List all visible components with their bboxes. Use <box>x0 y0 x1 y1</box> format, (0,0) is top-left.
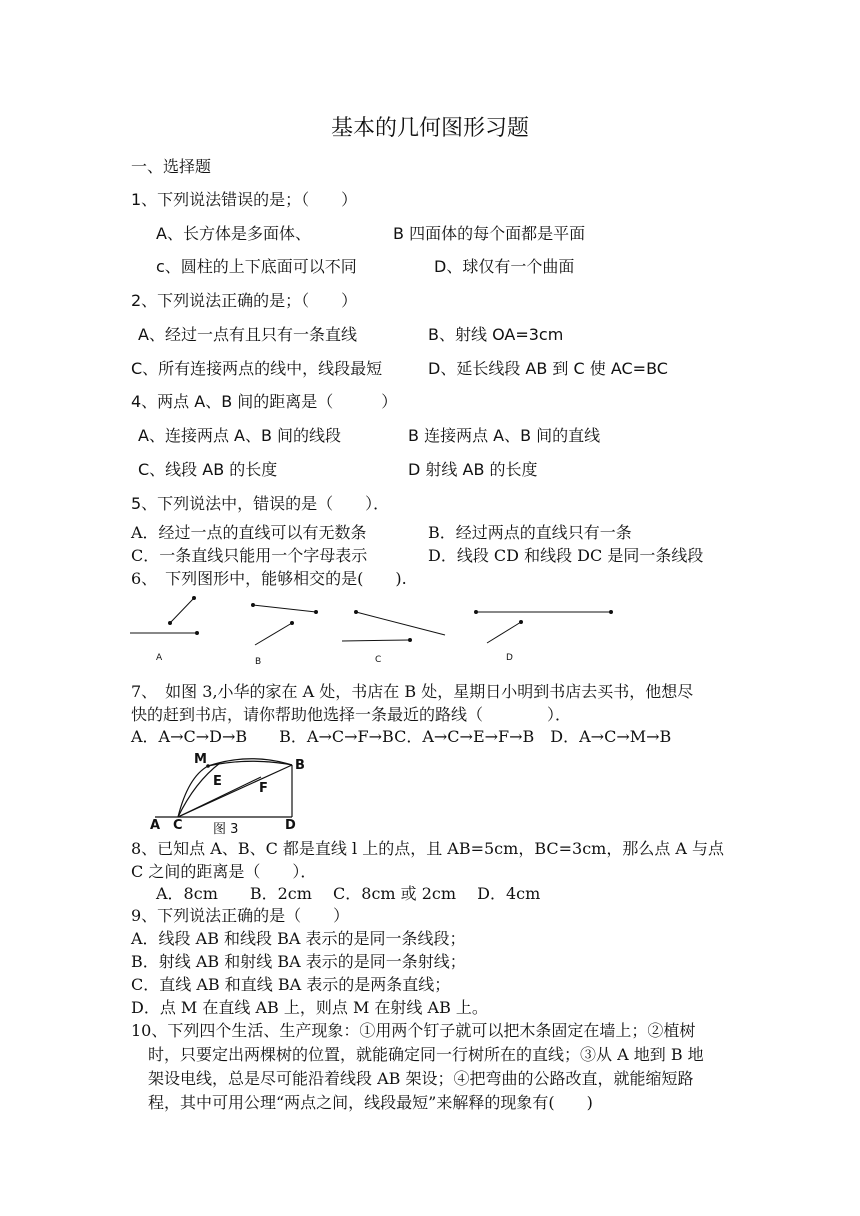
fig3-label-m: M <box>194 752 207 767</box>
q4-option-b: B 连接两点 A、B 间的直线 <box>408 426 601 445</box>
q6-label-d: D <box>506 653 513 663</box>
q2-option-b: B、射线 OA=3cm <box>428 325 564 344</box>
fig3-label-a: A <box>150 818 161 833</box>
q1-option-d: D、球仅有一个曲面 <box>434 257 575 276</box>
q8-line-2: C 之间的距离是（ ）． <box>131 862 317 881</box>
q6-stem: 6、 下列图形中，能够相交的是( ). <box>131 569 407 588</box>
q4-option-a: A、连接两点 A、B 间的线段 <box>138 426 342 445</box>
fig3-label-c: C <box>173 818 183 833</box>
q9-option-c: C．直线 AB 和直线 BA 表示的是两条直线； <box>131 975 451 994</box>
q7-line-2: 快的赶到书店，请你帮助他选择一条最近的路线（ ）． <box>131 705 572 724</box>
q7-options: A．A→C→D→B B．A→C→F→BC．A→C→E→F→B D．A→C→M→B <box>131 727 672 746</box>
q1-option-c: c、圆柱的上下底面可以不同 <box>156 257 357 276</box>
q5-option-a: A．经过一点的直线可以有无数条 <box>131 523 367 542</box>
q1-option-a: A、长方体是多面体、 <box>156 224 311 243</box>
q5-option-b: B．经过两点的直线只有一条 <box>428 523 632 542</box>
q2-option-a: A、经过一点有且只有一条直线 <box>138 325 357 344</box>
q2-option-d: D、延长线段 AB 到 C 使 AC=BC <box>428 359 668 378</box>
q1-option-b: B 四面体的每个面都是平面 <box>393 224 586 243</box>
fig3-label-f: F <box>259 781 268 796</box>
fig3-label-d: D <box>285 818 296 833</box>
q4-stem: 4、两点 A、B 间的距离是（ ） <box>131 392 398 411</box>
page-title: 基本的几何图形习题 <box>330 116 529 141</box>
q6-label-b: B <box>255 657 262 667</box>
q10-line-4: 程，其中可用公理“两点之间，线段最短”来解释的现象有( ) <box>148 1093 593 1112</box>
q6-label-a: A <box>156 653 163 663</box>
q5-stem: 5、下列说法中，错误的是（ ）． <box>131 494 390 513</box>
q6-label-c: C <box>375 655 382 665</box>
q5-option-d: D．线段 CD 和线段 DC 是同一条线段 <box>428 546 704 565</box>
q8-options: A．8cm B．2cm C．8cm 或 2cm D．4cm <box>156 884 541 903</box>
q1-stem: 1、下列说法错误的是；（ ） <box>131 190 358 209</box>
q10-line-3: 架设电线，总是尽可能沿着线段 AB 架设；④把弯曲的公路改直，就能缩短路 <box>148 1069 694 1088</box>
fig3-label-e: E <box>213 774 222 789</box>
fig3-caption: 图 3 <box>213 822 239 837</box>
q2-stem: 2、下列说法正确的是；（ ） <box>131 291 358 310</box>
q4-option-c: C、线段 AB 的长度 <box>138 460 278 479</box>
q9-option-a: A．线段 AB 和线段 BA 表示的是同一条线段； <box>131 929 466 948</box>
q2-option-c: C、所有连接两点的线中，线段最短 <box>131 359 383 378</box>
q5-option-c: C．一条直线只能用一个字母表示 <box>131 546 368 565</box>
q10-line-1: 10、下列四个生活、生产现象：①用两个钉子就可以把木条固定在墙上；②植树 <box>131 1021 696 1040</box>
section-heading: 一、选择题 <box>131 157 212 176</box>
q9-stem: 9、下列说法正确的是（ ） <box>131 906 350 925</box>
q9-option-d: D．点 M 在直线 AB 上，则点 M 在射线 AB 上。 <box>131 998 488 1017</box>
q7-line-1: 7、 如图 3,小华的家在 A 处，书店在 B 处，星期日小明到书店去买书，他想尽 <box>131 682 694 701</box>
q8-line-1: 8、已知点 A、B、C 都是直线 l 上的点，且 AB=5cm，BC=3cm，那么点 A 与点 <box>131 839 725 858</box>
q10-line-2: 时，只要定出两棵树的位置，就能确定同一行树所在的直线；③从 A 地到 B 地 <box>148 1045 704 1064</box>
q9-option-b: B．射线 AB 和射线 BA 表示的是同一条射线； <box>131 952 466 971</box>
q7-figure-3 <box>150 752 310 822</box>
q4-option-d: D 射线 AB 的长度 <box>408 460 538 479</box>
fig3-label-b: B <box>295 758 305 773</box>
